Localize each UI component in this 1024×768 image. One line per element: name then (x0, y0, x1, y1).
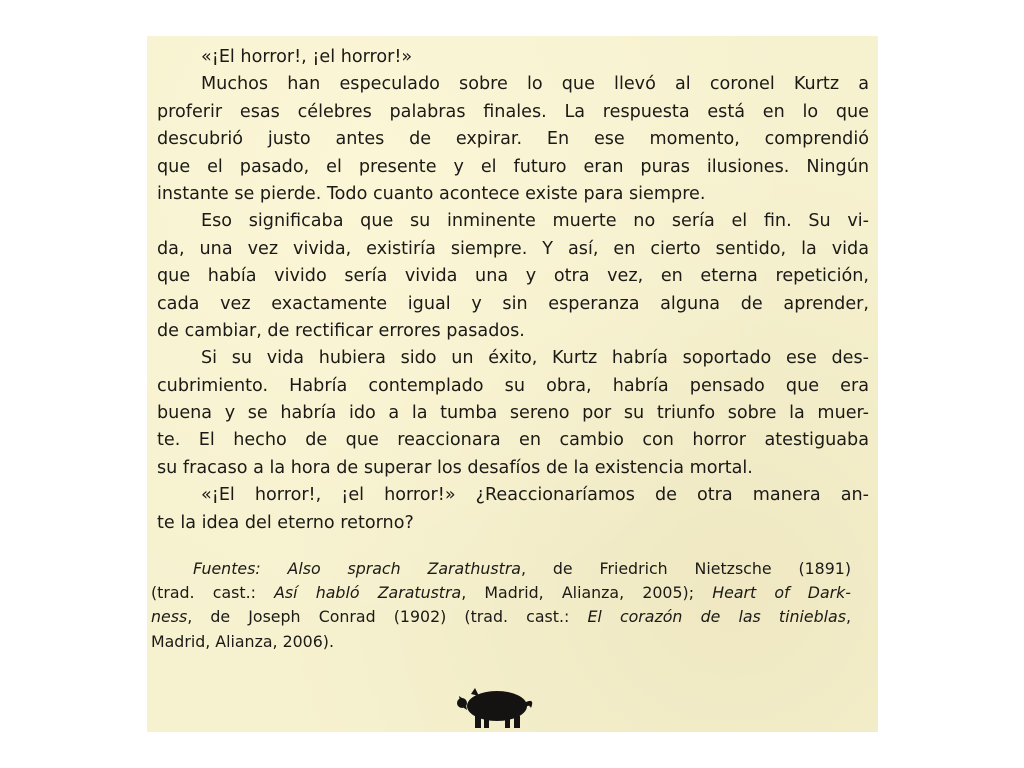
paragraph-3-line-5: su fracaso a la hora de superar los desafíos de la existencia mortal. (157, 457, 753, 478)
trans-prefix-1: (trad. cast.: (151, 583, 275, 603)
paragraph-1-line-1: Muchos han especulado sobre lo que llevó al coronel Kurtz a (201, 74, 869, 95)
sources-line-1 (151, 557, 851, 581)
publisher-1: , Madrid, Alianza, 2005); (461, 583, 713, 603)
quote-line: «¡El horror!, ¡el horror!» (201, 47, 413, 67)
paragraph-2-line-2: da, una vez vivida, existiría siempre. Y así, en cierto sentido, la vida (157, 238, 869, 259)
sources-line-3 (151, 605, 851, 629)
paragraph-3-line-1: Si su vida hubiera sido un éxito, Kurtz habría soportado ese des- (201, 348, 869, 369)
sources-note (151, 557, 851, 654)
source-title-heart-of-darkness-part2: ness (151, 607, 188, 627)
paragraph-3-line-4: te. El hecho de que reaccionara en cambio con horror atestiguaba (157, 430, 869, 451)
paragraph-3-line-3: buena y se habría ido a la tumba sereno por su triunfo sobre la muer- (157, 403, 869, 424)
paragraph-1-line-4: que el pasado, el presente y el futuro eran puras ilusiones. Ningún (157, 156, 869, 177)
paragraph-1-line-3: descubrió justo antes de expirar. En ese momento, comprendió (157, 129, 869, 150)
source-author-nietzsche: , de Friedrich Nietzsche (1891) (521, 559, 851, 578)
sources-line-4: Madrid, Alianza, 2006). (151, 631, 334, 651)
paragraph-2-line-5: de cambiar, de rectificar errores pasados. (157, 320, 525, 341)
source-title-heart-of-darkness-part1: Heart of Dark- (712, 583, 851, 603)
paragraph-2-line-3: que había vivido sería vivida una y otra vez, en eterna repetición, (157, 266, 869, 287)
book-page (147, 36, 878, 732)
comma: , (845, 607, 851, 627)
paragraph-1-line-5: instante se pierde. Todo cuanto acontece existe para siempre. (157, 183, 706, 204)
source-title-zaratustra-es: Así habló Zaratustra (274, 583, 462, 603)
pig-icon (457, 686, 537, 730)
paragraph-2-line-1: Eso significaba que su inminente muerte no sería el fin. Su vi- (201, 211, 869, 232)
paragraph-2-line-4: cada vez exactamente igual y sin esperanza alguna de aprender, (157, 293, 869, 314)
sources-label: Fuentes: (193, 559, 261, 578)
paragraph-3-line-2: cubrimiento. Habría contemplado su obra, habría pensado que era (157, 375, 869, 396)
source-title-zarathustra: Also sprach Zarathustra (287, 559, 521, 578)
source-title-corazon-tinieblas: El corazón de las tinieblas (587, 607, 846, 627)
paragraph-1-line-2: proferir esas célebres palabras finales. La respuesta está en lo que (157, 101, 869, 122)
sources-line-2 (151, 581, 851, 605)
source-author-conrad: , de Joseph Conrad (1902) (trad. cast.: (187, 607, 588, 627)
body-text (157, 44, 869, 537)
paragraph-4-line-2: te la idea del eterno retorno? (157, 512, 414, 533)
paragraph-4-line-1: «¡El horror!, ¡el horror!» ¿Reaccionaríamos de otra manera an- (201, 485, 869, 506)
